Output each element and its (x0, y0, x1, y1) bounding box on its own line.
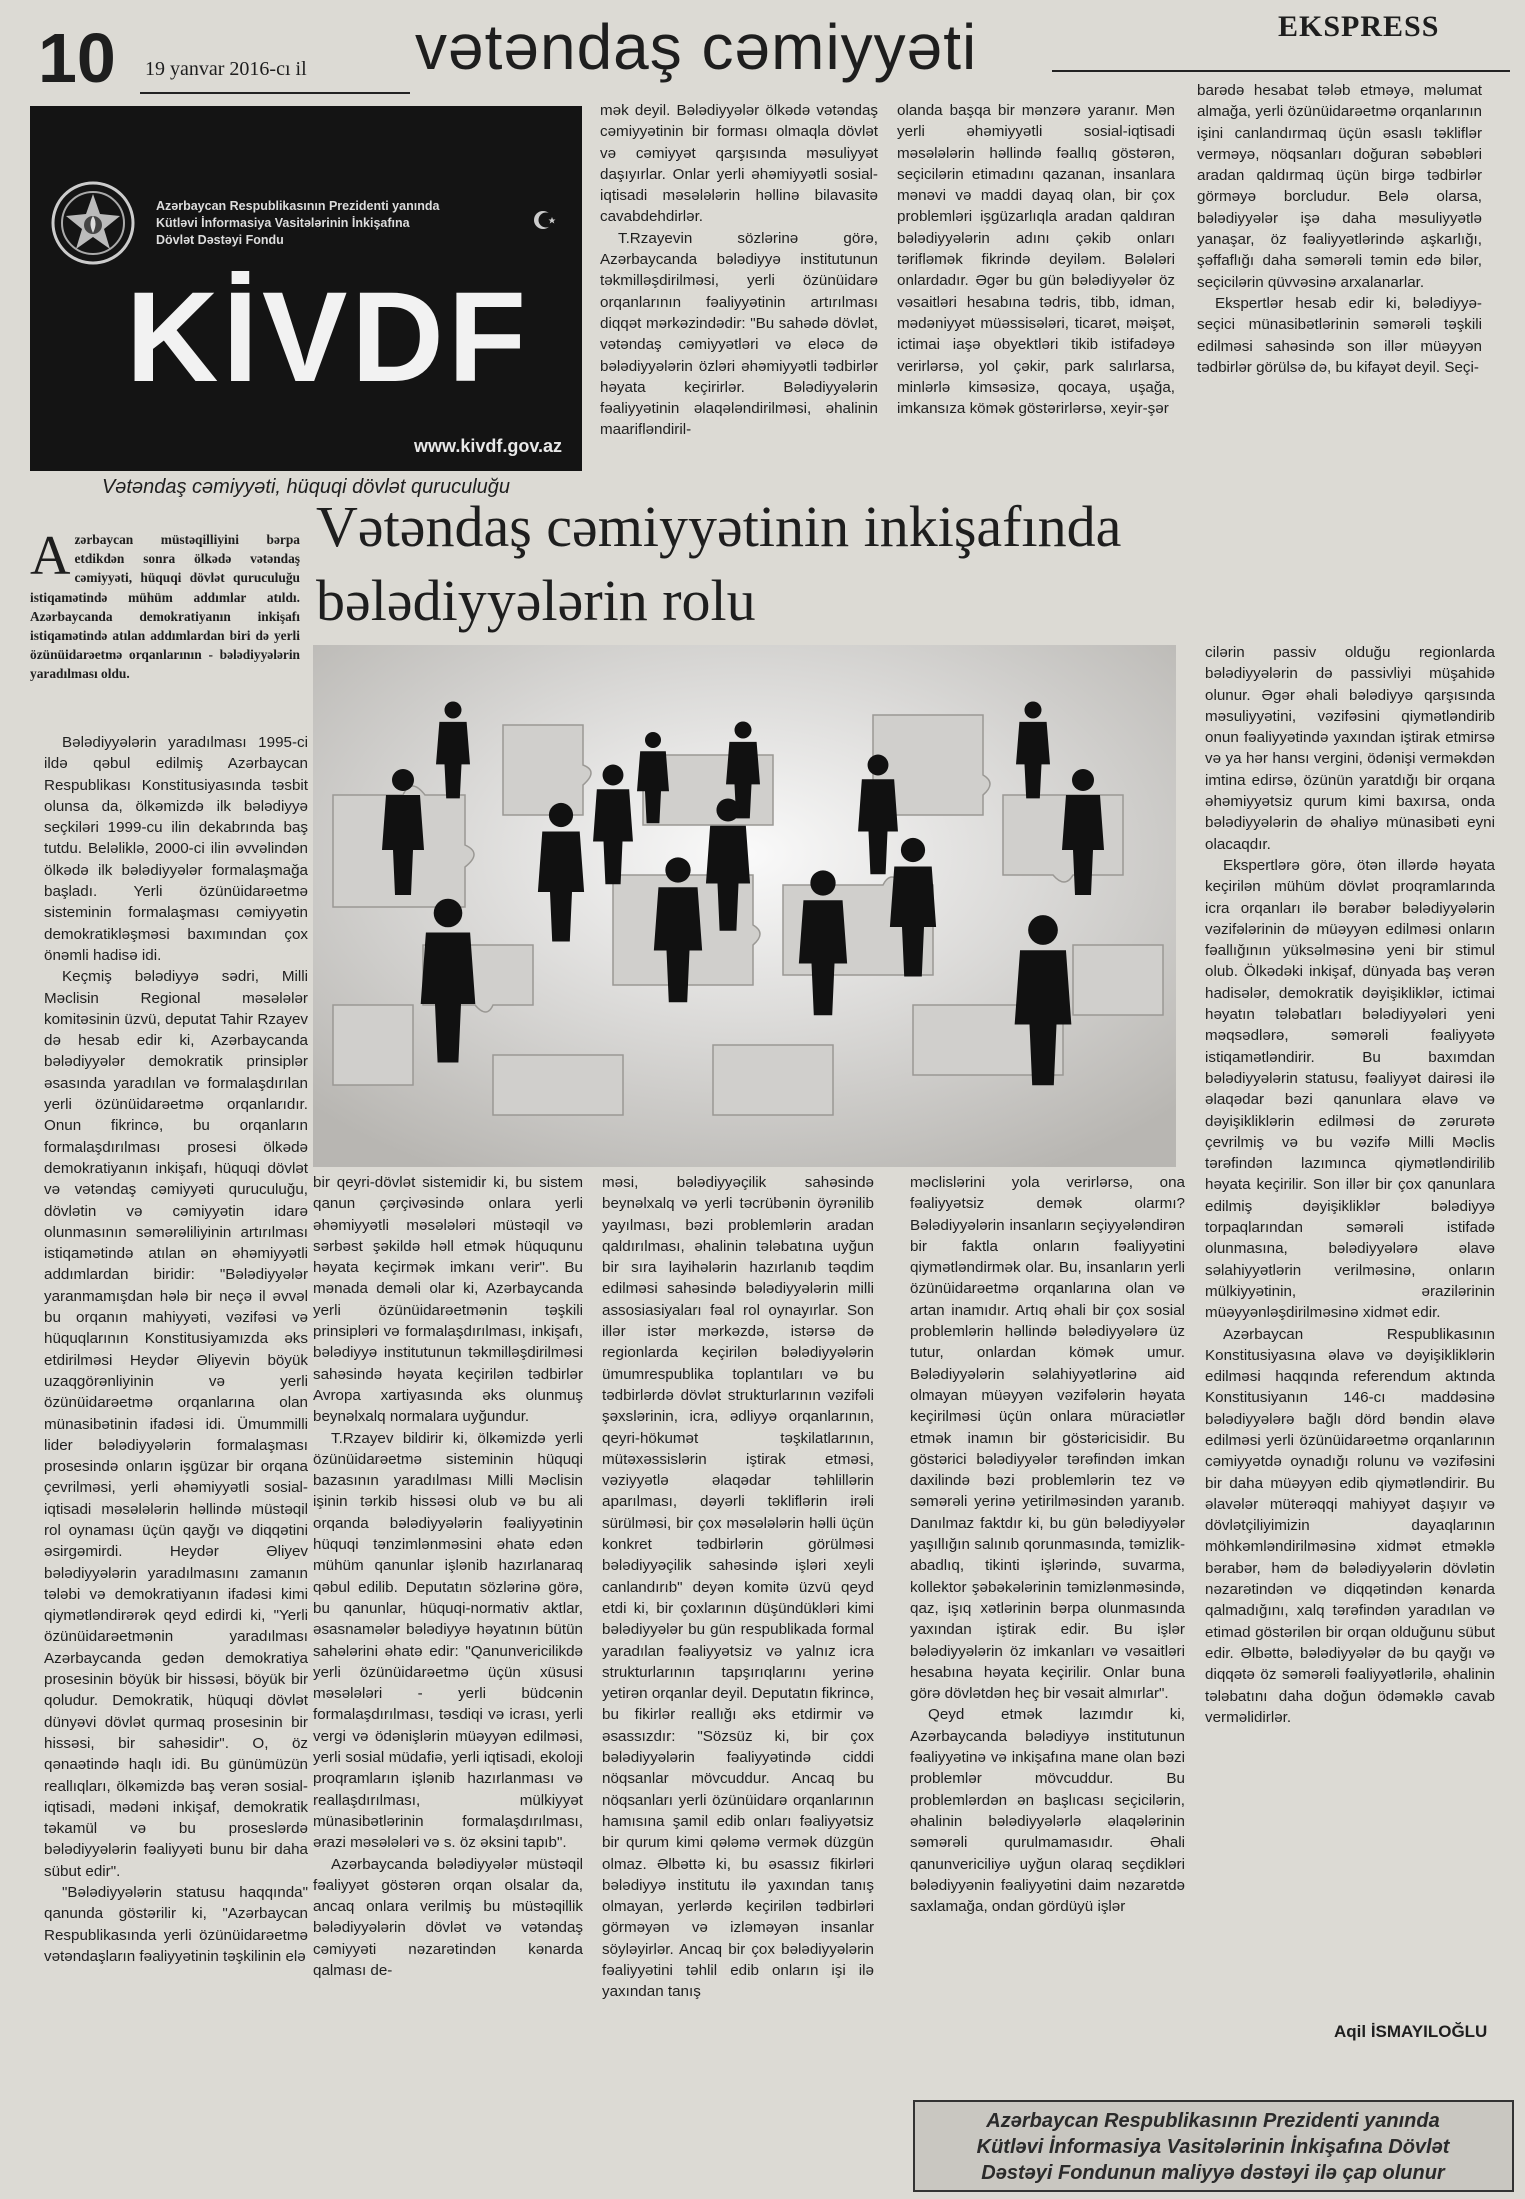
sponsor-url[interactable]: www.kivdf.gov.az (414, 436, 563, 456)
publication-name: EKSPRESS (1278, 10, 1440, 43)
issue-date: 19 yanvar 2016-cı il (145, 58, 307, 80)
paragraph: bir qeyri-dövlət sistemidir ki, bu sistem qanun çərçivəsində onlara yerli əhəmiyyətli məsələləri müstəqil və sərbəst şəkildə həll etmək hüququnu həyata keçirmək imkanı verir". Bu mənada deməli olar ki, Azərbaycanda yerli özünüidarəetmənin təşkili prinsipləri və formalaşdırılması, inkişafı, bələdiyyə institutunun təkmilləşdirilməsi sahəsində həyata keçirilən tədbirlər Avropa xartiyasında əks olunmuş beynəlxalq normalara uyğundur. (313, 1174, 583, 1426)
sponsor-footer (913, 2100, 1514, 2192)
headline-line: Vətəndaş cəmiyyətinin inkişafında (316, 494, 1122, 559)
article-column-b3 (602, 1172, 874, 2192)
article-column-4-top (1197, 80, 1482, 492)
article-author: Aqil İSMAYILOĞLU (1334, 2022, 1488, 2041)
footer-line: Kütləvi İnformasiya Vasitələrinin İnkişafına Dövlət (976, 2136, 1450, 2158)
section-title: vətəndaş cəmiyyəti (415, 11, 978, 83)
article-column-2-top (600, 100, 878, 498)
sponsor-footer-text (923, 2108, 1503, 2186)
kivdf-logo: KİVDF (126, 266, 530, 409)
header-rule-left (140, 92, 410, 94)
article-photo (313, 645, 1176, 1167)
article-column-4 (1205, 642, 1495, 2020)
sponsor-caption: Vətəndaş cəmiyyəti, hüquqi dövlət quruculuğu (101, 476, 511, 498)
paragraph: Qeyd etmək lazımdır ki, Azərbaycanda bələdiyyə institutunun fəaliyyətinə və inkişafına mane olan bəzi problemlər mövcuddur. Bu problemlərdən ən başlıcası seçicilərin, əhalinin bələdiyyələrlə əlaqələrinin səmərəli qurulmamasıdır. Əhali qanunvericiliyə uyğun olaraq seçdikləri bələdiyyənin fəaliyyətini daim nəzarətdə saxlamağa, ondan gördüyü işlər (910, 1706, 1185, 1916)
paragraph: məsi, bələdiyyəçilik sahəsində beynəlxalq və yerli təcrübənin öyrənilib yayılması, bəzi problemlərin aradan qaldırılması, əhalinin tələbatına uyğun bir sıra layihələrin hazırlanıb təqdim edilməsi sahəsində bələdiyyələrin milli assosiasiyaları fəal rol oynayırlar. Son illər istər mərkəzdə, istərsə də regionlarda keçirilən bələdiyyələrin ümumrespublika toplantıları və bu tədbirlərdə dövlət strukturlarının vəzifəli şəxslərinin, icra, ədliyyə orqanlarının, qeyri-hökumət təşkilatlarının, mütəxəssislərin iştirak etməsi, vəziyyətlə əlaqədar təhlillərin aparılması, dəyərli təkliflərin irəli sürülməsi, bir çox məsələlərin həlli üçün konkret tədbirlərin görülməsi bələdiyyəçilik sahəsində işləri xeyli canlandırıb" deyən komitə üzvü qeyd etdi ki, bir çoxlarının düşündükləri kimi bələdiyyələr bu gün respublikada formal yaradılan fəaliyyətsiz və yalnız icra strukturlarının tapşırıqlarını yerinə yetirən orqanlar deyil. Deputatın fikrincə, bu fikirlər reallığı əks etdirmir və əsassızdır: "Sözsüz ki, bir çox bələdiyyələrin fəaliyyətində ciddi nöqsanlar mövcuddur. Ancaq bu nöqsanları yerli özünüidarə orqanlarının hamısına şamil edib onları fəaliyyətsiz bir qurum kimi qələmə vermək düzgün olmaz. Əlbəttə ki, bu əsassız fikirləri bələdiyyə institutu ilə yaxından tanış olmayan, yerlərdə keçirilən tədbirləri görməyən və izləməyən insanlar söyləyirlər. Ancaq bir çox bələdiyyələrin fəaliyyətini təhlil edib onların işi ilə yaxından tanış (602, 1174, 874, 2001)
paragraph: Azərbaycan Respublikasının Konstitusiyasına əlavə və dəyişikliklərin edilməsi haqqında referendum aktında Konstitusiyanın 146-cı maddəsinə bələdiyyələrə bağlı dörd bəndin əlavə edilməsi yerli özünüidarəetmə orqanlarının cəmiyyətdə oynadığı rolunu və vəzifəsini bir daha müəyyən edib qiymətləndirir. Bu əlavələr müterəqqi mahiyyət daşıyır və dövlətçiliyimizin dayaqlarının möhkəmləndirilməsinə xidmət etməklə bərabər, həm də bələdiyyələrin dövlətin nəzarətindən və diqqətindən kənarda qalmadığını, xalq tərəfindən yaradılan və etimad göstərilən bir orqan olduğunu sübut edir. Əlbəttə, bələdiyyələr də bu qayğı və diqqətə öz səmərəli fəaliyyətlərilə, əhalinin tələbatını daha doğun ödəməklə cavab verməlidirlər. (1205, 1325, 1495, 1726)
fund-name-line: Azərbaycan Respublikasının Prezidenti yanında (156, 199, 440, 213)
headline-line: bələdiyyələrin rolu (316, 568, 756, 633)
paragraph: Ekspertlərə görə, ötən illərdə həyata keçirilən mühüm dövlət proqramlarında icra orqanları ilə bərabər bələdiyyələrin vəzifələrinin də müəyyən edilməsi onların fəallığının yüksəlməsinə yeni bir stimul olub. Ölkədəki inkişaf, dünyada baş verən hadisələr, demokratik dəyişikliklər, ictimai həyatın tələbatları bələdiyyələri yeni məqsədlərə, səmərəli fəaliyyətə istiqamətləndirir. Bu baxımdan bələdiyyələrin statusu, fəaliyyət dairəsi ilə əlaqədar bəzi qanunlara əlavə və dəyişikliklərin edilməsi də zərurətə çevrilmiş və bu vəzifə Milli Məclis tərəfindən lazımınca qiymətləndirilib həyata keçirilir. Son illər bir çox qanunlara edilmiş dəyişikliklər bələdiyyə torpaqlarından səmərəli istifadə olunmasına, bələdiyyələrə əlavə səlahiyyətlərin verilməsinə, onların mülkiyyətinin, ərazilərinin müəyyənləşdirilməsinə xidmət edir. (1205, 856, 1495, 1322)
drop-cap: A (30, 525, 71, 587)
paragraph: olanda başqa bir mənzərə yaranır. Mən yerli əhəmiyyətli sosial-iqtisadi məsələlərin həllində fəallıq göstərən, seçicilərin etimadını qazanan, insanlara mənəvi və maddi dayaq olan, bir çox problemləri işgüzarlıqla aradan qaldıran bələdiyyələrin adını çəkib onları tərifləmək fikrində deyiləm. Bələləri onlardadır. Əgər bu gün bələdiyyələr öz vəsaitləri hesabına tədris, tibb, idman, mədəniyyət müəssisələri, ticarət, məişət, ictimai iaşə obyektləri tikib istifadəyə verirlərsə, yol çəkir, park salırlarsa, minlərlə kimsəsizə, qocaya, uşağa, imkansıza kömək göstərirlərsə, xeyir-şər (897, 102, 1175, 418)
paragraph: Azərbaycanda bələdiyyələr müstəqil fəaliyyət göstərən orqan olsalar da, ancaq onlara verilmiş bu müstəqillik bələdiyyələrin dövlət və vətəndaş cəmiyyəti nəzarətindən kənarda qalması de- (313, 1855, 583, 1979)
paragraph: cilərin passiv olduğu regionlarda bələdiyyələrin də passivliyi müşahidə olunur. Əgər əhali bələdiyyə qarşısında məsuliyyətini, vəzifəsini qiymətləndirib onun fəaliyyətində yaxından iştirak etmirsə və ya hər hansı vergini, ödənişi verməkdən imtina edirsə, özünün yaratdığı bir orqana əhəmiyyətsiz qurum kimi baxırsa, onda bələdiyyələrin də əhaliyə münasibəti eyni olacaqdır. (1205, 644, 1495, 853)
article-column-3-top (897, 100, 1175, 498)
paragraph: barədə hesabat tələb etməyə, məlumat almağa, yerli özünüidarəetmə orqanlarının işini canlandırmaq üçün əsaslı təkliflər verməyə, nöqsanları doğuran səbəbləri aradan qaldırmaq üçün birgə tədbirlər görməyə borcludur. Belə olarsa, bələdiyyələr işə daha məsuliyyətlə yanaşar, öz fəaliyyətlərində aşkarlığı, şəffaflığı daha səmərəli təmin edə bilər, seçicilərin qüvvəsinə arxalanarlar. (1197, 82, 1482, 291)
paragraph: məclislərini yola verirlərsə, ona fəaliyyətsiz demək olarmı? Bələdiyyələrin insanların seçiyyələndirən bir faktla onların fəaliyyətini qiymətləndirmək olar. Bu, insanların yerli özünüidarəetmə orqanlarına olan və artan inamıdır. Artıq əhali bir çox sosial problemlərin həllində bələdiyyələrə üz tutur, onlardan kömək umur. Bələdiyyələrin səlahiyyətlərinə aid olmayan müəyyən vəzifələrin həyata keçirilməsi üçün onlara müraciətlər etmək inamın bir göstəricisidir. Bu göstərici bələdiyyələr tərəfindən imkan daxilində bəzi problemlərin tez və səmərəli yerinə yetirilməsindən yaranıb. Danılmaz faktdır ki, bu gün bələdiyyələr yaşıllığın salınıb qorunmasında, təmizlik-abadlıq, tikinti işlərində, suvarma, kollektor şəbəkələrinin təmizlənməsində, qaz, işıq xətlərinin bərpa olunmasında yaxından iştirak edir. Bu işlər bələdiyyələrin öz imkanları və vəsaitləri hesabına həyata keçirilir. Onlar buna görə dövlətdən heç bir vəsait almırlar". (910, 1174, 1185, 1703)
paragraph: T.Rzayev bildirir ki, ölkəmizdə yerli özünüidarəetmə sisteminin hüquqi bazasının yaradılması Milli Məclisin işinin tərkib hissəsi olub və bu ali orqanda bələdiyyələrin fəaliyyətinin hüquqi tənzimlənməsini əhatə edən mühüm qanunlar işlənib hazırlanaraq qəbul edilib. Deputatın sözlərinə görə, bu qanunlar, hüquqi-normativ aktlar, əsasnamələr bələdiyyə həyatının bütün sahələrini əhatə edir: "Qanunvericilikdə yerli özünüidarəetmə üçün xüsusi məsələləri - yerli büdcənin formalaşdırılması, təsdiqi və icrası, yerli vergi və ödənişlərin müəyyən edilməsi, yerli sosial müdafiə, yerli iqtisadi, ekoloji proqramların işlənib hazırlanması və reallaşdırılması, mülkiyyət münasibətlərinin formalaşdırılması, ərazi məsələləri və s. öz əksini tapıb". (313, 1429, 583, 1852)
paragraph: T.Rzayevin sözlərinə görə, Azərbaycanda bələdiyyə institutunun təkmilləşdirilməsi, yerli özünüidarə orqanlarının fəaliyyətinin artırılması diqqət mərkəzindədir: "Bu sahədə dövlət, vətəndaş cəmiyyətləri və eləcə də bələdiyyələrin özləri əhəmiyyətli tədbirlər həyata keçirirlər. Bələdiyyələrin fəaliyyətinin əlaqələndirilməsi, əhalinin maarifləndiril- (600, 229, 878, 439)
state-emblem-icon (48, 178, 138, 268)
paragraph: "Bələdiyyələrin statusu haqqında" qanunda göstərilir ki, "Azərbaycan Respublikasında yerli özünüidarəetmə vətəndaşların fəaliyyətinin təşkilinin elə (44, 1884, 308, 1965)
article-headline (316, 490, 1216, 638)
paragraph: mək deyil. Bələdiyyələr ölkədə vətəndaş cəmiyyətinin bir forması olmaqla dövlət və cəmiyyət qarşısında məsuliyyət daşıyırlar. Onlar yerli əhəmiyyətli sosial-iqtisadi məsələlərin həllinə bilavasitə cavabdehdirlər. (600, 102, 878, 226)
footer-line: Azərbaycan Respublikasının Prezidenti yanında (986, 2110, 1440, 2132)
header-rule-right (1052, 70, 1510, 72)
lead-text: zərbaycan müstəqilliyini bərpa etdikdən sonra ölkədə vətəndaş cəmiyyəti, hüquqi dövlət quruculuğu istiqamətində mühüm addımlar atıldı. Azərbaycanda demokratiyanın inkişafı istiqamətində atılan addımlardan biri də yerli özünüidarəetmə orqanlarının - bələdiyyələrin yaradılması oldu. (30, 532, 300, 682)
article-column-b2 (313, 1172, 583, 2192)
article-lead (30, 525, 300, 684)
paragraph: Keçmiş bələdiyyə sədri, Milli Məclisin Regional məsələlər komitəsinin üzvü, deputat Tahir Rzayev də hesab edir ki, Azərbaycanda bələdiyyələr demokratik prinsiplər əsasında yaradılan və formalaşdırılan yerli özünüidarəetmə orqanlarıdır. Onun fikrincə, bu orqanların formalaşdırılması prosesi ölkədə demokratiyanın inkişafı, hüquqi dövlət və vətəndaş cəmiyyəti quruculuğu, dövlətin və cəmiyyətin idarə olunmasının səmərəliliyinin artırılması istiqamətində atılan ən əhəmiyyətli addımlardan biridir: "Bələdiyyələr yaranmamışdan hələ bir neçə il əvvəl bu orqanın mahiyyəti, vəzifəsi və hüquqlarının Konstitusiyamızda əks etdirilməsi Heydər Əliyevin böyük uzaqgörənliyinin və yerli özünüidarəetmə orqanlarına olan münasibətinin ifadəsi idi. Ümummilli lider bələdiyyələrin formalaşması prosesində onların işgüzar bir orqana çevrilməsi, yerli əhəmiyyətli sosial-iqtisadi məsələlərin həllində müstəqil rol oynaması üçün qayğı və diqqətini əsirgəmirdi. Heydər Əliyev bələdiyyələrin yaradılmasını zamanın tələbi və demokratiyanın ifadəsi kimi qiymətləndirərək qeyd edirdi ki, "Yerli özünüidarəetmənin yaradılması Azərbaycanda gedən demokratiya prosesinin böyük bir hissəsi, böyük bir qoludur. Demokratik, hüquqi dövlət dünyəvi dövlət qurmaq prosesinin bir hissəsi, bir sahəsidir". O, öz qənaətində haqlı idi. Bu günümüzün reallıqları, ölkəmizdə baş verən sosial-iqtisadi, mədəni inkişaf, demokratik təkamül və bu proseslərdə bələdiyyələrin fəaliyyəti bunu bir daha sübut edir". (44, 968, 308, 1880)
fund-name-line: Dövlət Dəstəyi Fondu (156, 233, 284, 247)
sponsor-banner (30, 106, 582, 471)
fund-name-line: Kütləvi İnformasiya Vasitələrinin İnkişafına (156, 216, 410, 230)
article-column-1 (44, 732, 308, 2192)
crescent-icon (530, 206, 558, 234)
fund-name (156, 198, 516, 249)
paragraph: Bələdiyyələrin yaradılması 1995-ci ildə qəbul edilmiş Azərbaycan Respublikası Konstitusiyasında təsbit olunsa da, ölkəmizdə ilk bələdiyyə seçkiləri 1999-cu ilin dekabrında baş tutdu. Beləliklə, 2000-ci ilin əvvəlindən ölkədə ilk bələdiyyələr formalaşmağa başladı. Yerli özünüidarəetmə sisteminin formalaşması cəmiyyətin demokratikləşməsi baxımından çox önəmli hadisə idi. (44, 734, 308, 964)
footer-line: Dəstəyi Fondunun maliyyə dəstəyi ilə çap olunur (981, 2162, 1445, 2184)
page-number: 10 (38, 19, 116, 97)
article-column-b4 (910, 1172, 1185, 2092)
paragraph: Ekspertlər hesab edir ki, bələdiyyə-seçici münasibətlərinin səmərəli təşkili edilməsi sahəsində son illər müəyyən tədbirlər görülsə də, bu kifayət deyil. Seçi- (1197, 294, 1482, 376)
